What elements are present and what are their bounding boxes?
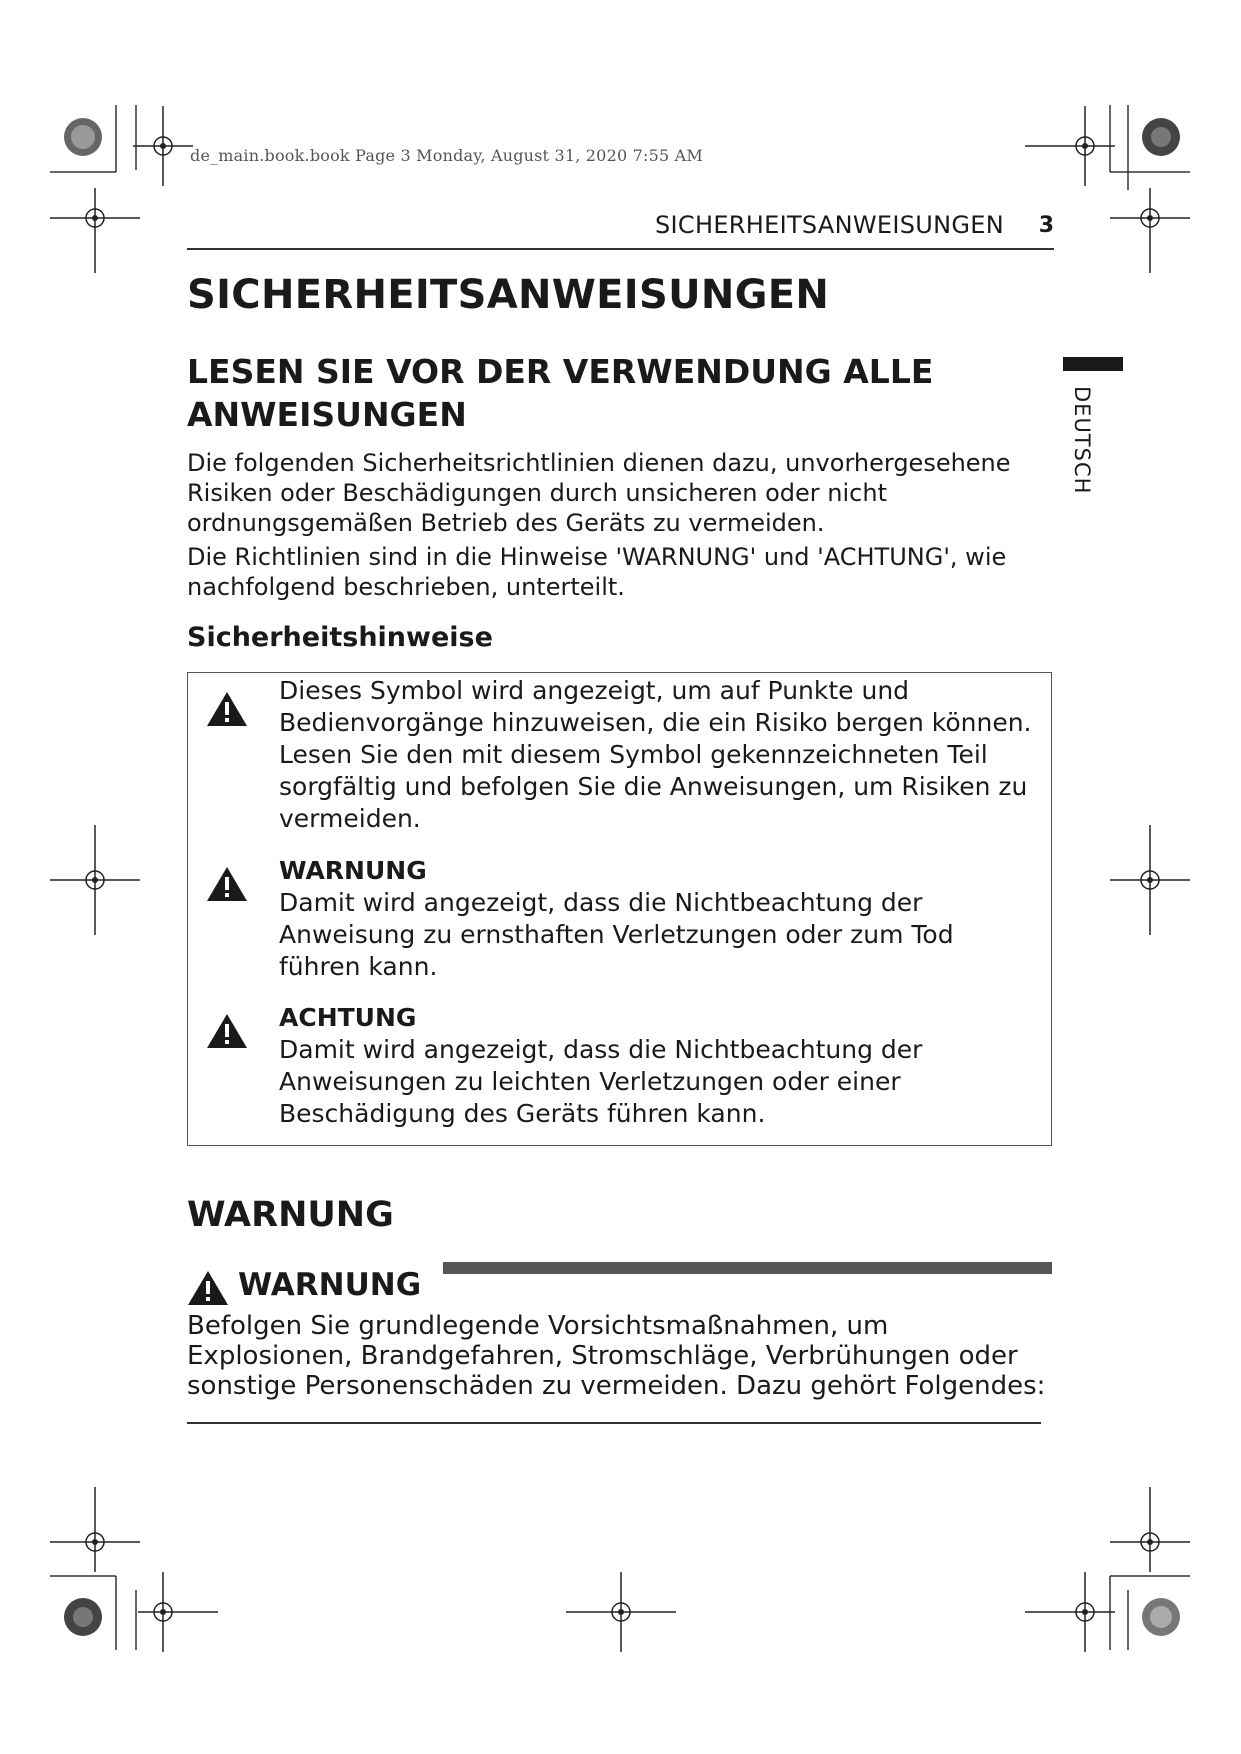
notice-text: Damit wird angezeigt, dass die Nichtbeachtung der Anweisungen zu leichten Verletzungen oder einer Beschädigung des Geräts führen kann. bbox=[279, 1035, 923, 1128]
notice-title: ACHTUNG bbox=[279, 1003, 417, 1032]
warning-block-text: Befolgen Sie grundlegende Vorsichtsmaßnahmen, um Explosionen, Brandgefahren, Stromschläge, Verbrühungen oder sonstige Personenschäden zu vermeiden. Dazu gehört Folgendes: bbox=[187, 1311, 1046, 1401]
warning-block-rule bbox=[187, 1422, 1041, 1424]
safety-notices-box bbox=[187, 672, 1052, 1146]
notice-item bbox=[279, 855, 1039, 983]
section-subtitle: LESEN SIE VOR DER VERWENDUNG ALLE ANWEISUNGEN bbox=[187, 352, 934, 434]
side-tab-label: DEUTSCH bbox=[1070, 386, 1094, 495]
side-tab-bar bbox=[1063, 357, 1123, 371]
warning-triangle-icon bbox=[187, 1270, 229, 1306]
page-title: SICHERHEITSANWEISUNGEN bbox=[187, 272, 830, 318]
notices-heading: Sicherheitshinweise bbox=[187, 622, 493, 653]
running-header-title: SICHERHEITSANWEISUNGEN bbox=[655, 211, 1004, 239]
warning-heading: WARNUNG bbox=[187, 1195, 394, 1235]
notice-item bbox=[279, 675, 1039, 835]
warning-bar bbox=[443, 1262, 1052, 1274]
intro-paragraph-2: Die Richtlinien sind in die Hinweise 'WARNUNG' und 'ACHTUNG', wie nachfolgend beschrieben, unterteilt. bbox=[187, 543, 1007, 601]
warning-triangle-icon bbox=[206, 1013, 248, 1049]
notice-text: Damit wird angezeigt, dass die Nichtbeachtung der Anweisung zu ernsthaften Verletzungen oder zum Tod führen kann. bbox=[279, 888, 954, 981]
running-header bbox=[187, 208, 1054, 250]
intro-paragraph-1: Die folgenden Sicherheitsrichtlinien dienen dazu, unvorhergesehene Risiken oder Beschädigungen durch unsicheren oder nicht ordnungsgemäßen Betrieb des Geräts zu vermeiden. bbox=[187, 449, 1011, 537]
notice-item bbox=[279, 1002, 1039, 1130]
print-slug: de_main.book.book Page 3 Monday, August 31, 2020 7:55 AM bbox=[190, 146, 703, 165]
warning-triangle-icon bbox=[206, 866, 248, 902]
warning-block-label: WARNUNG bbox=[238, 1267, 422, 1303]
notice-title: WARNUNG bbox=[279, 856, 427, 885]
notice-text: Dieses Symbol wird angezeigt, um auf Punkte und Bedienvorgänge hinzuweisen, die ein Risiko bergen können. Lesen Sie den mit diesem Symbol gekennzeichneten Teil sorgfältig und befolgen Sie die Anweisungen, um Risiken zu vermeiden. bbox=[279, 676, 1032, 833]
page-number: 3 bbox=[1038, 213, 1054, 238]
warning-triangle-icon bbox=[206, 691, 248, 727]
